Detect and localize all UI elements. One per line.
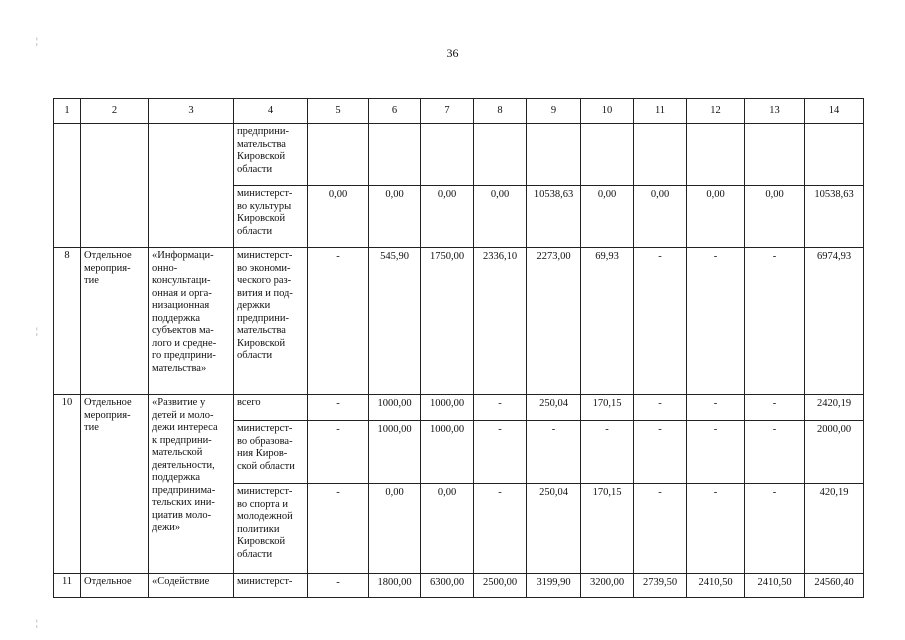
value-cell: -: [308, 574, 369, 598]
table-cell: [81, 124, 149, 248]
scan-mark: ¦: [36, 618, 38, 628]
header-cell: 13: [745, 99, 805, 124]
value-cell: 24560,40: [805, 574, 864, 598]
value-cell: 10538,63: [527, 186, 581, 248]
value-cell: 2000,00: [805, 421, 864, 484]
value-cell: 1000,00: [369, 395, 421, 421]
measure-name: «Содействие: [149, 574, 234, 598]
value-cell: 2410,50: [687, 574, 745, 598]
value-cell: -: [634, 421, 687, 484]
value-cell: -: [687, 421, 745, 484]
executor-cell: министерст- во образова- ния Киров- ской области: [234, 421, 308, 484]
value-cell: -: [581, 421, 634, 484]
header-cell: 12: [687, 99, 745, 124]
row-number: 10: [54, 395, 81, 574]
executor-cell: всего: [234, 395, 308, 421]
table-row: [54, 248, 864, 395]
header-cell: 10: [581, 99, 634, 124]
value-cell: 250,04: [527, 484, 581, 574]
measure-name: «Развитие у детей и моло- дежи интереса к предприни- мательской деятельности, поддержка предпринима- тельских ини- циатив моло- дежи»: [149, 395, 234, 574]
value-cell: -: [634, 484, 687, 574]
value-cell: -: [745, 248, 805, 395]
measure-type: Отдельное: [81, 574, 149, 598]
value-cell: -: [634, 248, 687, 395]
value-cell: 1750,00: [421, 248, 474, 395]
value-cell: 10538,63: [805, 186, 864, 248]
value-cell: 0,00: [308, 186, 369, 248]
value-cell: 0,00: [581, 186, 634, 248]
header-cell: 6: [369, 99, 421, 124]
value-cell: -: [308, 248, 369, 395]
measure-type: Отдельное мероприя- тие: [81, 395, 149, 574]
value-cell: -: [745, 421, 805, 484]
value-cell: 2336,10: [474, 248, 527, 395]
header-cell: 9: [527, 99, 581, 124]
table-cell: [54, 124, 81, 248]
value-cell: 2739,50: [634, 574, 687, 598]
value-cell: 69,93: [581, 248, 634, 395]
data-table: [53, 98, 864, 598]
value-cell: 0,00: [745, 186, 805, 248]
value-cell: -: [474, 484, 527, 574]
value-cell: 170,15: [581, 395, 634, 421]
value-cell: 2500,00: [474, 574, 527, 598]
value-cell: -: [527, 421, 581, 484]
value-cell: -: [745, 484, 805, 574]
table-cell: [149, 124, 234, 248]
table-row: [54, 574, 864, 598]
executor-cell: предприни- мательства Кировской области: [234, 124, 308, 186]
value-cell: 2273,00: [527, 248, 581, 395]
value-cell: 2410,50: [745, 574, 805, 598]
value-cell: 3200,00: [581, 574, 634, 598]
value-cell: -: [474, 395, 527, 421]
header-cell: 14: [805, 99, 864, 124]
value-cell: 420,19: [805, 484, 864, 574]
scan-mark: ¦: [36, 36, 38, 46]
value-cell: -: [308, 484, 369, 574]
measure-name: «Информаци- онно- консультаци- онная и орга- низационная поддержка субъектов ма- лого и средне- го предприни- мательства»: [149, 248, 234, 395]
header-cell: 7: [421, 99, 474, 124]
value-cell: 250,04: [527, 395, 581, 421]
value-cell: 0,00: [369, 484, 421, 574]
value-cell: 0,00: [687, 186, 745, 248]
value-cell: 1000,00: [421, 421, 474, 484]
value-cell: -: [687, 395, 745, 421]
value-cell: -: [634, 395, 687, 421]
value-cell: -: [745, 395, 805, 421]
page-number: 36: [446, 46, 459, 60]
header-cell: 2: [81, 99, 149, 124]
header-cell: 3: [149, 99, 234, 124]
value-cell: -: [308, 395, 369, 421]
executor-cell: министерст- во спорта и молодежной политики Кировской области: [234, 484, 308, 574]
value-cell: -: [308, 421, 369, 484]
value-cell: -: [474, 421, 527, 484]
executor-cell: министерст- во культуры Кировской области: [234, 186, 308, 248]
value-cell: 1800,00: [369, 574, 421, 598]
value-cell: 0,00: [634, 186, 687, 248]
table-row: [54, 124, 864, 186]
value-cell: 0,00: [421, 186, 474, 248]
scan-mark: ¦: [36, 326, 38, 336]
row-number: 11: [54, 574, 81, 598]
value-cell: 2420,19: [805, 395, 864, 421]
table-row: [54, 395, 864, 421]
value-cell: 170,15: [581, 484, 634, 574]
row-number: 8: [54, 248, 81, 395]
executor-cell: министерст-: [234, 574, 308, 598]
header-row: [54, 99, 864, 124]
value-cell: 3199,90: [527, 574, 581, 598]
value-cell: 1000,00: [369, 421, 421, 484]
executor-cell: министерст- во экономи- ческого раз- вития и под- держки предприни- мательства Кировской области: [234, 248, 308, 395]
header-cell: 1: [54, 99, 81, 124]
value-cell: 545,90: [369, 248, 421, 395]
value-cell: 0,00: [369, 186, 421, 248]
value-cell: 0,00: [474, 186, 527, 248]
value-cell: 6974,93: [805, 248, 864, 395]
header-cell: 5: [308, 99, 369, 124]
value-cell: 6300,00: [421, 574, 474, 598]
header-cell: 8: [474, 99, 527, 124]
value-cell: -: [687, 248, 745, 395]
header-cell: 11: [634, 99, 687, 124]
value-cell: -: [687, 484, 745, 574]
header-cell: 4: [234, 99, 308, 124]
value-cell: 1000,00: [421, 395, 474, 421]
value-cell: 0,00: [421, 484, 474, 574]
measure-type: Отдельное мероприя- тие: [81, 248, 149, 395]
